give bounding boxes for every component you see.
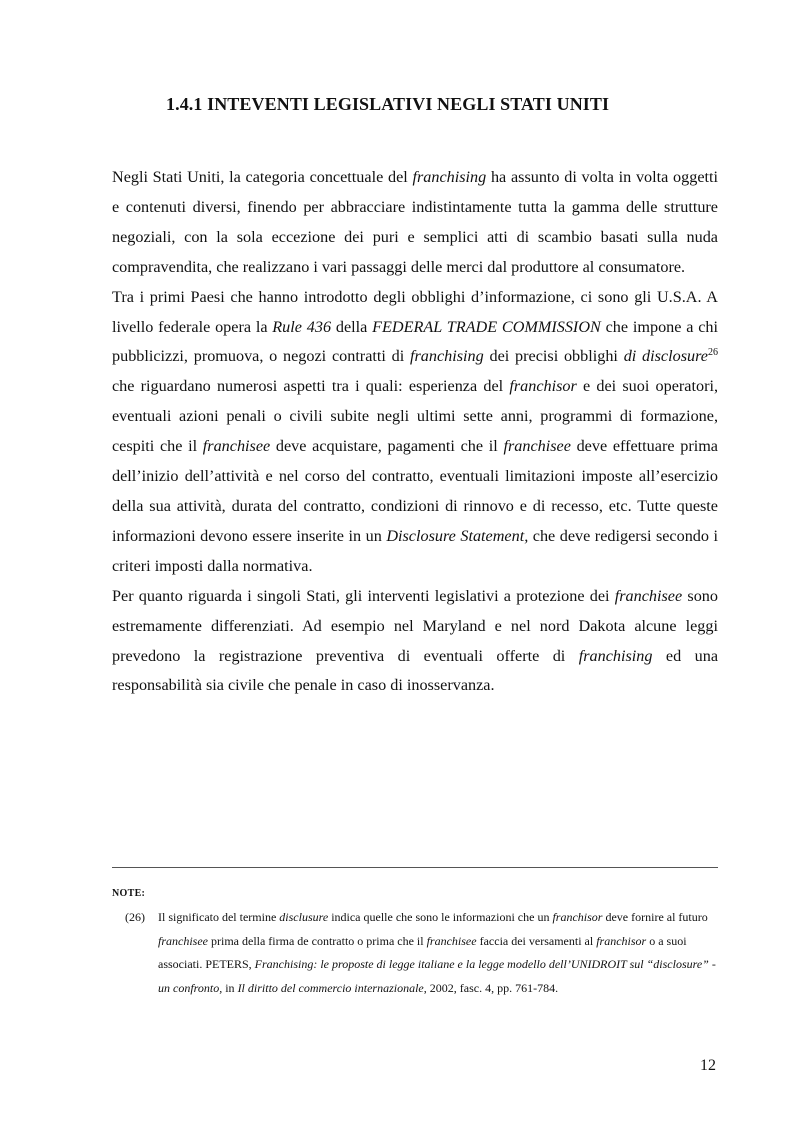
p2-text-k: e dei suoi operatori, eventuali azioni penali o civili subite negli ultimi sette anni, programmi di formazione, cespiti che il [112, 377, 719, 456]
p3-text-a: Per quanto riguarda i singoli Stati, gli interventi legislativi a protezione dei [112, 586, 615, 605]
p3-text-c: sono estremamente differenziati. Ad esempio nel Maryland e nel nord Dakota alcune leggi prevedono la registrazione preventiva di eventuali offerte di [112, 586, 718, 665]
fn-italic-disclusure: disclusure [279, 910, 329, 924]
fn-italic-franchisor-2: franchisor [596, 933, 647, 948]
footnote-divider [112, 867, 718, 868]
section-heading: 1.4.1 INTEVENTI LEGISLATIVI NEGLI STATI UNITI [166, 94, 610, 114]
fn-text-i: faccia dei versamenti al [476, 933, 597, 948]
fn-italic-franchisee-2: franchisee [426, 933, 477, 948]
fn-text-c: indica quelle che sono le informazioni che un [328, 910, 553, 924]
p2-text-a: Tra i primi Paesi che hanno introdotto degli obblighi d’informazione, ci sono gli U.S.A. A livello federale opera la [112, 287, 718, 336]
p1-text-c: ha assunto di volta in volta oggetti e contenuti diversi, finendo per abbracciare indistintamente tutta la gamma delle strutture negoziali, con la sola eccezione dei puri e semplici atti di scambio basati sulla nuda compravendita, che realizzano i vari passaggi delle merci dal produttore al consumatore. [112, 168, 718, 276]
page-number: 12 [700, 1057, 716, 1074]
fn-text-a: Il significato del termine [158, 910, 280, 924]
fn-italic-title: Franchising: le proposte di legge italiane e la legge modello dell’UNIDROIT sul “disclosure” - un confronto, [158, 957, 716, 995]
p2-italic-franchising: franchising [410, 347, 484, 366]
fn-text-e: deve fornire al futuro [602, 910, 708, 924]
p2-italic-disclosure-statement: Disclosure Statement, [386, 526, 529, 545]
p1-text-a: Negli Stati Uniti, la categoria concettuale del [112, 168, 413, 186]
body-text [112, 163, 718, 701]
fn-italic-franchisor-1: franchisor [552, 910, 603, 924]
p2-text-q: che deve redigersi secondo i criteri imposti dalla normativa. [112, 526, 719, 575]
fn-text-o: , 2002, fasc. 4, pp. 761-784. [423, 980, 559, 995]
p3-text-e: ed una responsabilità sia civile che penale in caso di inosservanza. [112, 646, 719, 695]
fn-text-g: prima della firma de contratto o prima che il [208, 933, 427, 948]
p3-italic-franchisee: franchisee [614, 586, 683, 605]
p2-italic-franchisee-2: franchisee [503, 437, 571, 456]
footnote-reference[interactable]: 26 [708, 347, 718, 359]
p3-italic-franchising: franchising [578, 646, 653, 665]
footnote-26 [125, 906, 718, 1000]
paragraph-2 [112, 283, 718, 582]
footnote-number: (26) [125, 910, 145, 924]
p2-text-e: che impone a chi pubblicizzi, promuova, o negozi contratti di [112, 317, 718, 366]
p2-italic-franchisor: franchisor [509, 377, 577, 396]
p2-text-c: della [331, 317, 373, 336]
p2-italic-ftc: FEDERAL TRADE COMMISSION [372, 317, 601, 336]
paragraph-3 [112, 582, 718, 702]
note-label: NOTE: [112, 888, 146, 899]
p2-text-g: dei precisi obblighi [483, 347, 624, 366]
fn-text-m: in [222, 980, 238, 995]
p2-text-i: che riguardano numerosi aspetti tra i quali: esperienza del [112, 377, 510, 396]
p2-italic-disclosure: di disclosure [623, 347, 708, 366]
p2-text-o: deve effettuare prima dell’inizio dell’attività e nel corso del contratto, eventuali limitazioni imposte all’esercizio della sua attività, durata del contratto, condizioni di rinnovo e di recesso, etc. Tutte queste informazioni devono essere inserite in un [112, 437, 718, 545]
fn-text-k: o a suoi associati. PETERS, [158, 933, 687, 972]
fn-italic-journal: Il diritto del commercio internazionale [237, 980, 424, 995]
p2-text-m: deve acquistare, pagamenti che il [270, 437, 504, 456]
p1-italic-franchising: franchising [412, 168, 487, 186]
paragraph-1 [112, 163, 718, 283]
p2-italic-franchisee-1: franchisee [202, 437, 271, 456]
fn-italic-franchisee-1: franchisee [158, 933, 208, 948]
p2-italic-rule: Rule 436 [272, 317, 332, 336]
